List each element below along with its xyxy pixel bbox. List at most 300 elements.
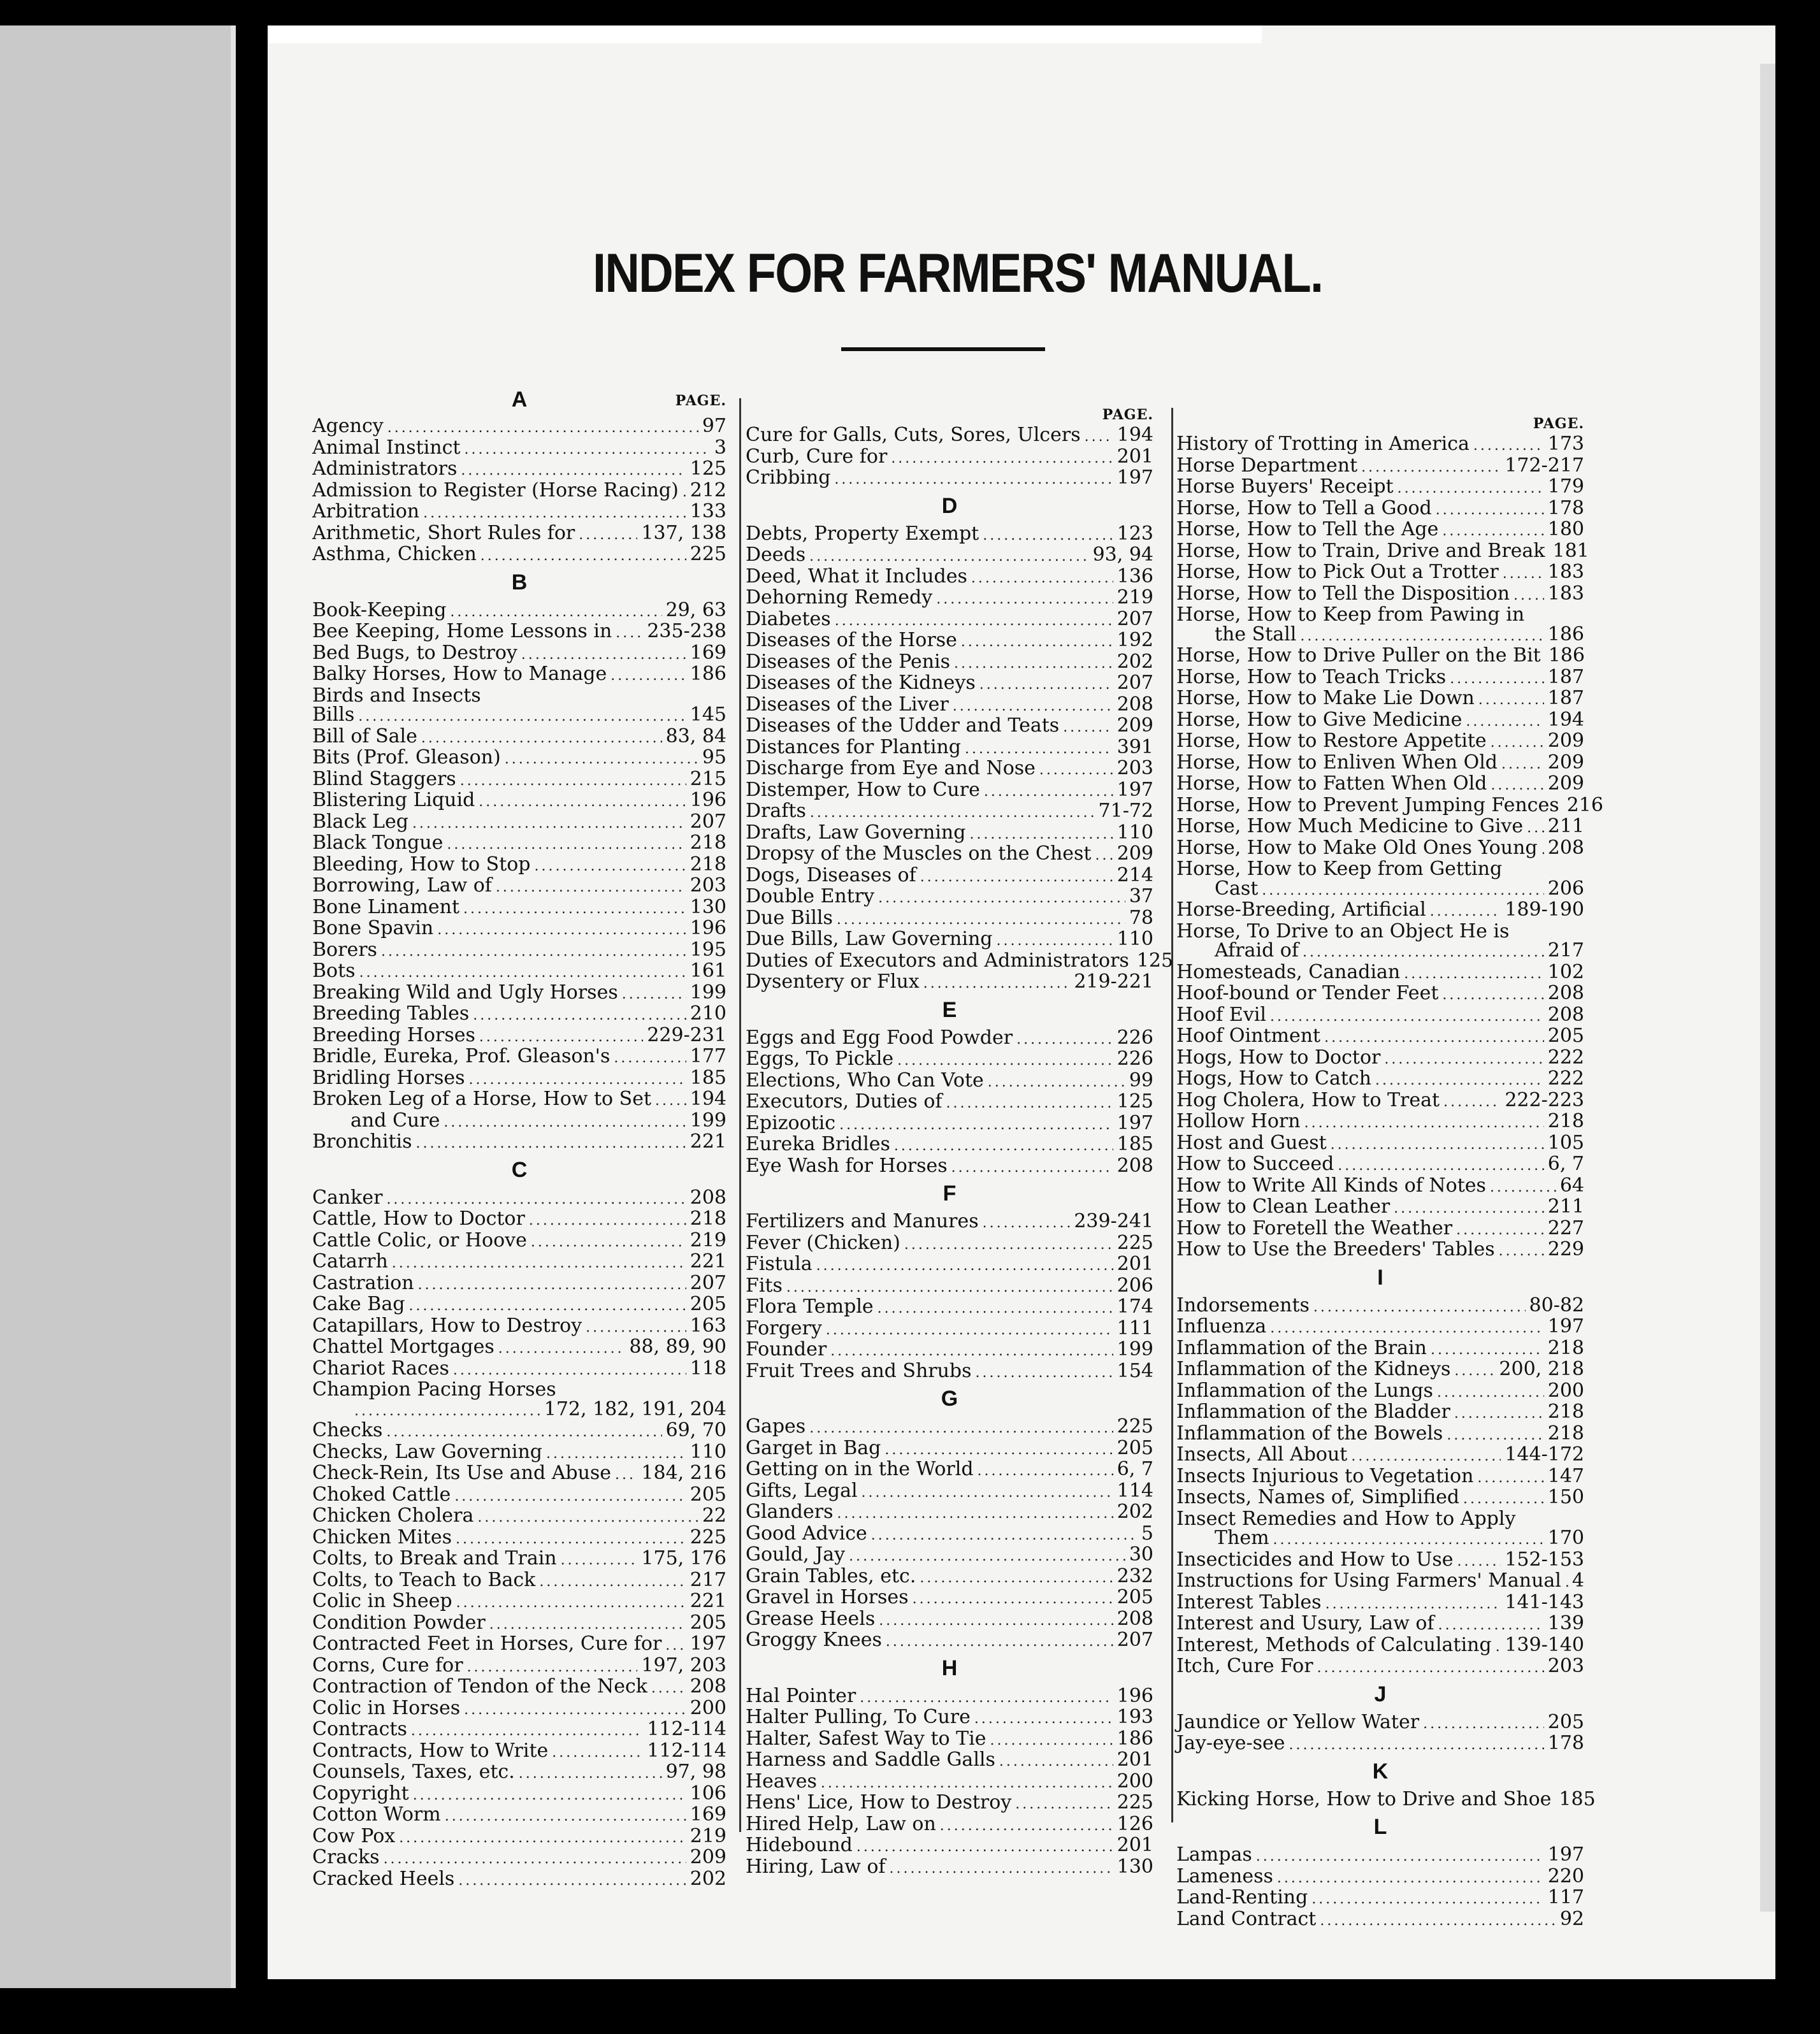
entry-page-number: 225 (1116, 1791, 1153, 1814)
entry-page-number: 141-143 (1505, 1590, 1584, 1613)
entry-page-number: 150 (1547, 1486, 1584, 1508)
index-entry (312, 1848, 726, 1870)
dot-leader (445, 1807, 686, 1827)
entry-page-number: 178 (1547, 496, 1584, 519)
entry-topic: Fistula (746, 1253, 812, 1275)
entry-topic: Borrowing, Law of (312, 874, 492, 897)
entry-page-number: 30 (1129, 1543, 1153, 1566)
entry-page-number: 92 (1559, 1907, 1584, 1930)
index-entry (746, 1684, 1153, 1708)
dot-leader (894, 1137, 1113, 1157)
index-entry (1176, 563, 1584, 584)
dot-leader (665, 1636, 686, 1656)
index-entry (1176, 689, 1584, 710)
entry-topic: Drafts (746, 800, 806, 822)
index-entry (1176, 879, 1584, 901)
index-entry (746, 567, 1153, 589)
entry-page-number: 169 (690, 641, 726, 664)
entry-page-number: 222-223 (1505, 1088, 1584, 1111)
index-entry (746, 1135, 1153, 1157)
entry-topic: Inflammation of the Lungs (1176, 1379, 1433, 1402)
entry-page-number: 209 (690, 1846, 726, 1868)
entry-topic: Glanders (746, 1501, 834, 1523)
dot-leader (837, 911, 1125, 930)
entry-topic: Land-Renting (1176, 1886, 1308, 1908)
entry-page-number: 106 (690, 1782, 726, 1805)
entry-page-number: 185 (1116, 1133, 1153, 1155)
entry-topic: Castration (312, 1271, 414, 1294)
entry-topic: Getting on in the World (746, 1458, 974, 1480)
entry-page-number: 187 (1547, 665, 1584, 688)
index-entry (312, 1867, 726, 1891)
entry-topic: Horse, How to Give Medicine (1176, 708, 1462, 731)
dot-leader (519, 1764, 662, 1784)
index-entry (312, 1295, 726, 1316)
entry-page-number: 145 (690, 703, 726, 726)
dot-leader (561, 1551, 638, 1571)
index-entry (746, 1092, 1153, 1114)
dot-leader (897, 1051, 1113, 1071)
entry-page-number: 218 (690, 832, 726, 854)
index-entry (1176, 1550, 1584, 1572)
entry-page-number: 184, 216 (641, 1462, 726, 1484)
entry-page-number: 186 (1547, 623, 1584, 646)
index-entry (1176, 1296, 1584, 1318)
entry-page-number: 200 (690, 1696, 726, 1719)
entry-topic: Interest and Usury, Law of (1176, 1612, 1434, 1634)
index-entry (312, 791, 726, 812)
entry-page-number: 196 (690, 917, 726, 939)
entry-page-number: 208 (1116, 1154, 1153, 1177)
entry-topic: Condition Powder (312, 1611, 486, 1634)
index-entry (1176, 753, 1584, 775)
dot-leader (1436, 501, 1544, 521)
entry-page-number: 111 (1116, 1316, 1153, 1339)
entry-page-number: 102 (1547, 960, 1584, 983)
entry-page-number: 5 (1141, 1522, 1153, 1545)
section-letter: D (941, 493, 958, 518)
entry-topic: Gould, Jay (746, 1543, 846, 1566)
index-entry (746, 930, 1153, 951)
entry-topic: Horse, How to Keep from Pawing in (1176, 603, 1525, 626)
entry-topic: Dehorning Remedy (746, 586, 933, 609)
entry-topic: Interest Tables (1176, 1590, 1322, 1613)
entry-page-number: 214 (1116, 863, 1153, 886)
entry-page-number: 205 (690, 1611, 726, 1634)
index-entry (312, 895, 726, 920)
index-entry (1176, 1069, 1584, 1091)
entry-page-number: 170 (1547, 1527, 1584, 1549)
index-entry (1176, 1403, 1584, 1424)
entry-topic: Diseases of the Horse (746, 629, 957, 651)
index-entry (746, 949, 1174, 973)
entry-page-number: 97 (702, 415, 726, 437)
dot-leader (480, 547, 686, 566)
index-entry (746, 1588, 1153, 1610)
entry-topic: Colts, to Break and Train (312, 1547, 557, 1569)
index-entry (1176, 1864, 1584, 1889)
dot-leader (821, 1774, 1113, 1794)
index-entry (1176, 1003, 1584, 1027)
dot-leader (878, 889, 1125, 909)
dot-leader (1466, 712, 1543, 732)
entry-topic: Hired Help, Law on (746, 1812, 936, 1835)
entry-topic: Distances for Planting (746, 735, 961, 758)
dot-leader (479, 1028, 643, 1048)
entry-page-number: 173 (1547, 433, 1584, 455)
index-entry (1176, 1657, 1584, 1678)
entry-page-number: 227 (1547, 1216, 1584, 1239)
entry-page-number: 207 (1116, 672, 1153, 694)
dot-leader (464, 1701, 686, 1720)
dot-leader (1015, 1795, 1113, 1815)
entry-page-number: 219 (690, 1229, 726, 1251)
index-entry (312, 1677, 726, 1699)
index-entry (312, 502, 726, 524)
dot-leader (953, 697, 1113, 717)
entry-page-number: 202 (1116, 1501, 1153, 1523)
dot-leader (849, 1547, 1125, 1567)
index-entry (1176, 1445, 1584, 1467)
index-entry (1176, 1888, 1584, 1910)
entry-topic: Contracts, How to Write (312, 1739, 549, 1762)
entry-topic: Black Leg (312, 810, 408, 833)
index-entry (312, 855, 726, 877)
index-entry (312, 686, 726, 706)
index-entry (746, 1793, 1153, 1815)
entry-topic: Cake Bag (312, 1293, 405, 1315)
entry-topic: Bridling Horses (312, 1066, 465, 1089)
entry-page-number: 219 (1116, 586, 1153, 609)
entry-page-number: 88, 89, 90 (629, 1336, 726, 1358)
index-entry (312, 962, 726, 983)
dot-leader (983, 1214, 1071, 1234)
index-entry (312, 545, 726, 566)
entry-topic: Afraid of (1215, 939, 1299, 962)
entry-topic: Cracked Heels (312, 1867, 455, 1890)
dot-leader (546, 1445, 686, 1464)
section-letter: J (1374, 1682, 1387, 1706)
entry-page-number: 208 (1547, 1003, 1584, 1026)
dot-leader (940, 1817, 1113, 1836)
dot-leader (456, 1594, 686, 1613)
index-entry (312, 919, 726, 941)
dot-leader (463, 900, 686, 920)
dot-leader (458, 1872, 686, 1891)
entry-page-number: 133 (690, 500, 726, 523)
entry-page-number: 110 (1116, 821, 1153, 844)
dot-leader (886, 1633, 1113, 1652)
index-entry (746, 1708, 1153, 1729)
index-entry (746, 1071, 1153, 1093)
dot-leader (969, 825, 1113, 845)
index-entry (312, 1132, 726, 1154)
dot-leader (810, 804, 1095, 823)
dot-leader (1273, 1531, 1544, 1550)
entry-page-number: 225 (1116, 1415, 1153, 1438)
entry-page-number: 178 (1547, 1732, 1584, 1754)
entry-page-number: 219-221 (1074, 970, 1153, 993)
index-entry (312, 1525, 726, 1550)
dot-leader (531, 1233, 686, 1253)
section-letter: C (511, 1157, 528, 1182)
entry-page-number: 221 (690, 1590, 726, 1612)
entry-page-number: 22 (702, 1504, 726, 1527)
entry-page-number: 229 (1547, 1238, 1584, 1260)
dot-leader (1375, 1071, 1544, 1091)
index-entry (312, 727, 726, 749)
index-entry (1176, 1112, 1584, 1134)
entry-page-number: 110 (690, 1440, 726, 1463)
dot-leader (614, 1049, 686, 1069)
entry-page-number: 123 (1116, 522, 1153, 545)
index-entry (312, 1421, 726, 1443)
entry-topic: Catapillars, How to Destroy (312, 1314, 582, 1337)
index-entry (746, 447, 1153, 469)
entry-page-number: 217 (1547, 939, 1584, 962)
entry-page-number: 210 (690, 1002, 726, 1025)
dot-leader (460, 772, 686, 791)
index-entry (746, 1857, 1153, 1879)
entry-page-number: 218 (1547, 1401, 1584, 1423)
entry-page-number: 181 (1552, 539, 1589, 562)
entry-page-number: 95 (702, 746, 726, 768)
index-entry (312, 1784, 726, 1806)
index-entry (746, 1049, 1153, 1071)
page-column-label: PAGE. (1533, 415, 1584, 432)
entry-topic: Debts, Property Exempt (746, 522, 979, 545)
entry-page-number: 225 (690, 543, 726, 565)
entry-page-number: 125 (690, 458, 726, 480)
entry-page-number: 71-72 (1098, 800, 1153, 822)
index-entry (312, 1359, 726, 1381)
index-entry (312, 1209, 726, 1231)
dot-leader (418, 1276, 686, 1295)
entry-topic: Grain Tables, etc. (746, 1564, 916, 1587)
entry-topic: How to Succeed (1176, 1153, 1334, 1175)
entry-topic: Diseases of the Kidneys (746, 672, 976, 694)
entry-page-number: 205 (1547, 1710, 1584, 1733)
index-entry (746, 426, 1153, 447)
entry-page-number: 201 (1116, 445, 1153, 468)
entry-page-number: 208 (1547, 836, 1584, 859)
entry-topic: How to Clean Leather (1176, 1195, 1390, 1218)
index-entry (746, 1231, 1153, 1255)
entry-topic: Balky Horses, How to Manage (312, 663, 607, 685)
entry-topic: Administrators (312, 458, 458, 480)
section-letter: H (941, 1655, 958, 1680)
dot-leader (1338, 1157, 1543, 1176)
dot-leader (384, 1850, 686, 1870)
entry-topic: Canker (312, 1186, 383, 1209)
index-entry (312, 1004, 726, 1026)
section-letter: F (942, 1181, 957, 1206)
dot-leader (1442, 986, 1543, 1006)
entry-page-number: 185 (1559, 1787, 1596, 1810)
dot-leader (444, 1113, 686, 1133)
page-title: INDEX FOR FARMERS' MANUAL. (593, 243, 1323, 304)
dot-leader (904, 1236, 1113, 1255)
entry-topic: Eggs, To Pickle (746, 1048, 894, 1070)
facing-page-edge (231, 25, 236, 1988)
entry-topic: How to Foretell the Weather (1176, 1216, 1453, 1239)
dot-leader (1404, 965, 1543, 985)
dot-leader (1431, 1341, 1544, 1360)
dot-leader (839, 1116, 1113, 1136)
entry-page-number: 3 (714, 436, 726, 459)
entry-page-number: 97, 98 (665, 1761, 726, 1783)
entry-topic: Diseases of the Penis (746, 650, 951, 673)
index-entry (312, 521, 726, 545)
dot-leader (1430, 902, 1501, 922)
index-entry (1176, 1336, 1584, 1360)
index-entry (1176, 646, 1584, 668)
index-entry (746, 1564, 1153, 1589)
dot-leader (965, 740, 1113, 760)
index-entry (312, 938, 726, 962)
page-right-edge (1760, 64, 1775, 1912)
index-entry (746, 545, 1153, 567)
dot-leader (1423, 1715, 1544, 1735)
dot-leader (655, 1092, 686, 1111)
index-entry (746, 1729, 1153, 1751)
index-entry (312, 767, 726, 791)
entry-page-number: 207 (1116, 1629, 1153, 1651)
entry-page-number: 194 (1116, 424, 1153, 446)
entry-topic: Cracks (312, 1846, 380, 1868)
entry-page-number: 207 (690, 810, 726, 833)
dot-leader (1331, 1136, 1544, 1155)
entry-page-number: 112-114 (647, 1718, 726, 1740)
index-entry (746, 650, 1153, 674)
index-entry (312, 1111, 726, 1133)
section-letter: A (511, 387, 528, 412)
index-entry (746, 1750, 1153, 1772)
index-entry (746, 844, 1153, 866)
entry-topic: Asthma, Chicken (312, 543, 477, 565)
dot-leader (477, 1508, 698, 1528)
entry-page-number: 99 (1129, 1069, 1153, 1092)
entry-page-number: 211 (1547, 1195, 1584, 1218)
dot-leader (1478, 691, 1544, 710)
index-entry (746, 1812, 1153, 1836)
index-entry (746, 972, 1153, 994)
entry-page-number: 209 (1547, 751, 1584, 774)
index-entry (1176, 1240, 1584, 1262)
index-entry (1176, 922, 1584, 942)
entry-topic: Insects, Names of, Simplified (1176, 1486, 1460, 1508)
entry-topic: Itch, Cure For (1176, 1655, 1313, 1677)
entry-page-number: 226 (1116, 1026, 1153, 1049)
section-letter: I (1377, 1265, 1383, 1290)
entry-topic: Corns, Cure for (312, 1654, 463, 1677)
dot-leader (1437, 1383, 1544, 1403)
entry-page-number: 130 (690, 895, 726, 918)
entry-page-number: 208 (1116, 693, 1153, 716)
entry-topic: Bills (312, 703, 355, 726)
entry-page-number: 196 (690, 789, 726, 811)
index-entry (1176, 1734, 1584, 1756)
dot-leader (1311, 1890, 1543, 1910)
entry-page-number: 222 (1547, 1067, 1584, 1090)
index-entry (312, 1231, 726, 1253)
entry-topic: Diseases of the Udder and Teats (746, 714, 1060, 737)
entry-topic: Harness and Saddle Galls (746, 1749, 995, 1771)
entry-topic: Elections, Who Can Vote (746, 1069, 984, 1092)
dot-leader (1438, 1616, 1544, 1636)
index-entry (746, 1479, 1153, 1503)
entry-page-number: 93, 94 (1092, 544, 1153, 566)
index-entry (746, 1607, 1153, 1631)
entry-page-number: 205 (690, 1293, 726, 1315)
entry-page-number: 83, 84 (665, 725, 726, 747)
entry-topic: Horse Buyers' Receipt (1176, 475, 1394, 498)
dot-leader (586, 1318, 686, 1338)
entry-page-number: 183 (1547, 582, 1584, 605)
index-entry (1176, 1131, 1584, 1155)
dot-leader (837, 1504, 1113, 1524)
entry-page-number: 201 (1116, 1749, 1153, 1771)
index-entry (1176, 900, 1584, 922)
dot-leader (579, 526, 637, 545)
dot-leader (408, 1297, 686, 1316)
entry-topic: Horse, How to Teach Tricks (1176, 665, 1447, 688)
entry-page-number: 225 (1116, 1231, 1153, 1254)
index-entry (1176, 1614, 1584, 1636)
entry-topic: Dropsy of the Muscles on the Chest (746, 842, 1092, 865)
index-entry (1176, 1488, 1584, 1510)
entry-topic: Contraction of Tendon of the Neck (312, 1675, 647, 1698)
dot-leader (1463, 1490, 1544, 1510)
entry-page-number: 183 (1547, 561, 1584, 583)
entry-page-number: 211 (1547, 815, 1584, 837)
index-entry (1176, 584, 1584, 606)
index-entry (1176, 1360, 1584, 1381)
entry-page-number: 117 (1547, 1886, 1584, 1908)
entry-topic: Horse, How to Tell the Age (1176, 518, 1439, 540)
index-entry (312, 459, 726, 481)
index-entry (746, 716, 1153, 738)
dot-leader (622, 985, 686, 1005)
dot-leader (1300, 627, 1543, 647)
entry-topic: Hal Pointer (746, 1684, 856, 1707)
index-column-1 (312, 389, 726, 1891)
entry-topic: Drafts, Law Governing (746, 821, 966, 844)
entry-topic: Bed Bugs, to Destroy (312, 641, 517, 664)
index-entry (312, 1613, 726, 1635)
index-entry (1176, 456, 1584, 478)
index-entry (1176, 1197, 1584, 1219)
index-entry (312, 417, 726, 438)
entry-page-number: 197, 203 (641, 1654, 726, 1677)
index-entry (1176, 605, 1584, 625)
index-column-3 (1176, 415, 1603, 1931)
entry-topic: Jaundice or Yellow Water (1176, 1710, 1420, 1733)
index-entry (746, 1417, 1153, 1439)
index-entry (312, 1549, 726, 1571)
dot-leader (1384, 1050, 1543, 1070)
index-entry (312, 1066, 726, 1090)
entry-page-number: 139-140 (1505, 1633, 1584, 1656)
index-entry (746, 1276, 1153, 1298)
entry-page-number: 209 (1116, 714, 1153, 737)
entry-topic: Breaking Wild and Ugly Horses (312, 981, 618, 1004)
dot-leader (1317, 1659, 1544, 1678)
entry-page-number: 6, 7 (1116, 1458, 1153, 1480)
entry-topic: Bits (Prof. Gleason) (312, 746, 501, 768)
index-entry (1176, 1529, 1584, 1550)
entry-topic: Horse, How to Train, Drive and Break (1176, 539, 1545, 562)
